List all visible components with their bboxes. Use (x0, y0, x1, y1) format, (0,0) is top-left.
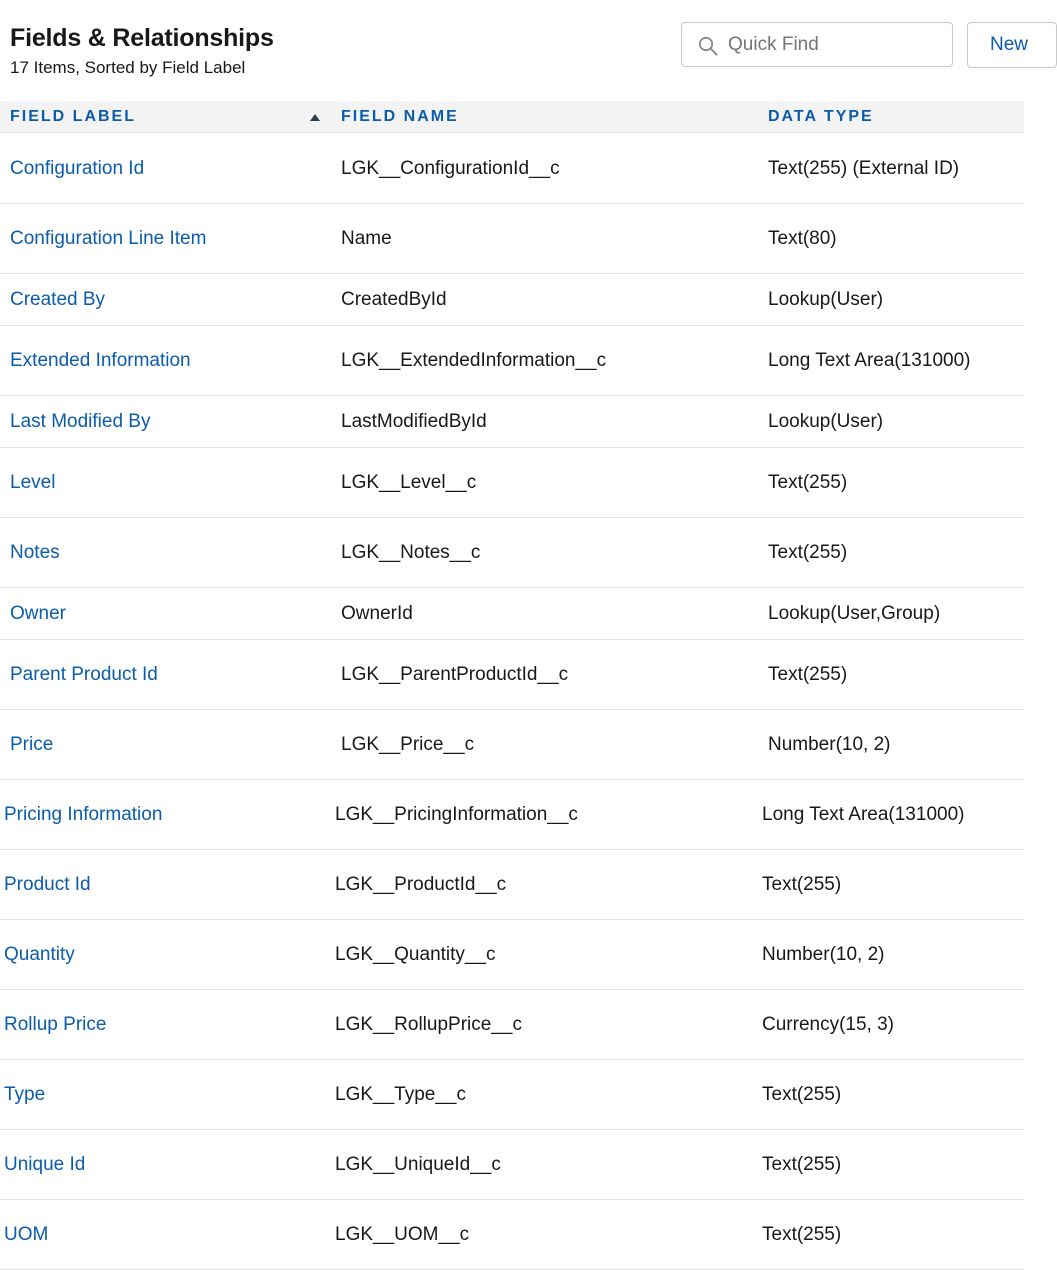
field-data-type: Text(255) (762, 1154, 842, 1175)
field-label-link[interactable]: UOM (4, 1224, 49, 1245)
field-label-link[interactable]: Unique Id (4, 1154, 86, 1175)
table-row (0, 1130, 1024, 1200)
table-row (0, 326, 1024, 396)
page-header (0, 0, 1029, 101)
sort-ascending-icon[interactable] (310, 114, 320, 121)
column-header-data-type[interactable]: DATA TYPE (768, 108, 874, 125)
field-label-link[interactable]: Rollup Price (4, 1014, 107, 1035)
field-data-type: Text(255) (762, 1224, 842, 1245)
field-api-name: OwnerId (341, 603, 413, 624)
field-api-name: Name (341, 228, 392, 249)
field-api-name: LGK__UOM__c (335, 1224, 470, 1245)
field-label-link[interactable]: Created By (10, 289, 106, 310)
table-row (0, 274, 1024, 326)
quick-find-box[interactable] (681, 22, 953, 67)
field-data-type: Lookup(User) (768, 411, 884, 432)
field-label-link[interactable]: Extended Information (10, 350, 191, 371)
table-row (0, 518, 1024, 588)
field-api-name: LGK__Notes__c (341, 542, 481, 563)
field-label-link[interactable]: Configuration Id (10, 158, 145, 179)
field-label-link[interactable]: Last Modified By (10, 411, 151, 432)
field-data-type: Text(255) (768, 472, 848, 493)
table-row (0, 920, 1024, 990)
page-title: Fields & Relationships (10, 24, 274, 52)
field-data-type: Currency(15, 3) (762, 1014, 894, 1035)
field-api-name: CreatedById (341, 289, 447, 310)
field-api-name: LGK__PricingInformation__c (335, 804, 578, 825)
table-row (0, 204, 1024, 274)
table-header (0, 101, 1024, 133)
field-data-type: Text(255) (768, 664, 848, 685)
field-api-name: LGK__ParentProductId__c (341, 664, 569, 685)
quick-find-input[interactable] (728, 23, 943, 66)
field-data-type: Text(255) (768, 542, 848, 563)
field-label-link[interactable]: Level (10, 472, 56, 493)
field-data-type: Text(80) (768, 228, 837, 249)
table-row (0, 588, 1024, 640)
field-api-name: LGK__ProductId__c (335, 874, 507, 895)
field-data-type: Long Text Area(131000) (762, 804, 965, 825)
table-row (0, 134, 1024, 204)
table-row (0, 1060, 1024, 1130)
field-data-type: Number(10, 2) (768, 734, 891, 755)
table-row (0, 710, 1024, 780)
field-data-type: Text(255) (762, 1084, 842, 1105)
field-api-name: LGK__ConfigurationId__c (341, 158, 560, 179)
table-row (0, 990, 1024, 1060)
field-label-link[interactable]: Notes (10, 542, 60, 563)
table-row (0, 396, 1024, 448)
field-api-name: LastModifiedById (341, 411, 487, 432)
field-api-name: LGK__Price__c (341, 734, 475, 755)
field-api-name: LGK__UniqueId__c (335, 1154, 501, 1175)
field-label-link[interactable]: Parent Product Id (10, 664, 158, 685)
field-label-link[interactable]: Type (4, 1084, 46, 1105)
table-row (0, 850, 1024, 920)
field-data-type: Number(10, 2) (762, 944, 885, 965)
field-label-link[interactable]: Configuration Line Item (10, 228, 207, 249)
table-row (0, 640, 1024, 710)
field-api-name: LGK__ExtendedInformation__c (341, 350, 607, 371)
field-label-link[interactable]: Quantity (4, 944, 75, 965)
search-icon (698, 36, 718, 56)
field-api-name: LGK__RollupPrice__c (335, 1014, 522, 1035)
field-api-name: LGK__Quantity__c (335, 944, 496, 965)
table-row (0, 1200, 1024, 1270)
field-api-name: LGK__Type__c (335, 1084, 466, 1105)
column-header-field-name[interactable]: FIELD NAME (341, 108, 459, 125)
column-header-field-label[interactable] (10, 101, 315, 133)
new-field-button[interactable]: New (967, 22, 1057, 68)
item-count-subtitle: 17 Items, Sorted by Field Label (10, 58, 246, 77)
field-data-type: Lookup(User) (768, 289, 884, 310)
column-header-field-label-text: FIELD LABEL (10, 108, 136, 125)
field-api-name: LGK__Level__c (341, 472, 477, 493)
table-row (0, 780, 1024, 850)
field-label-link[interactable]: Price (10, 734, 54, 755)
table-row (0, 448, 1024, 518)
field-label-link[interactable]: Product Id (4, 874, 91, 895)
field-label-link[interactable]: Pricing Information (4, 804, 163, 825)
field-data-type: Text(255) (External ID) (768, 158, 960, 179)
field-label-link[interactable]: Owner (10, 603, 66, 624)
field-data-type: Text(255) (762, 874, 842, 895)
field-data-type: Lookup(User,Group) (768, 603, 941, 624)
field-data-type: Long Text Area(131000) (768, 350, 971, 371)
